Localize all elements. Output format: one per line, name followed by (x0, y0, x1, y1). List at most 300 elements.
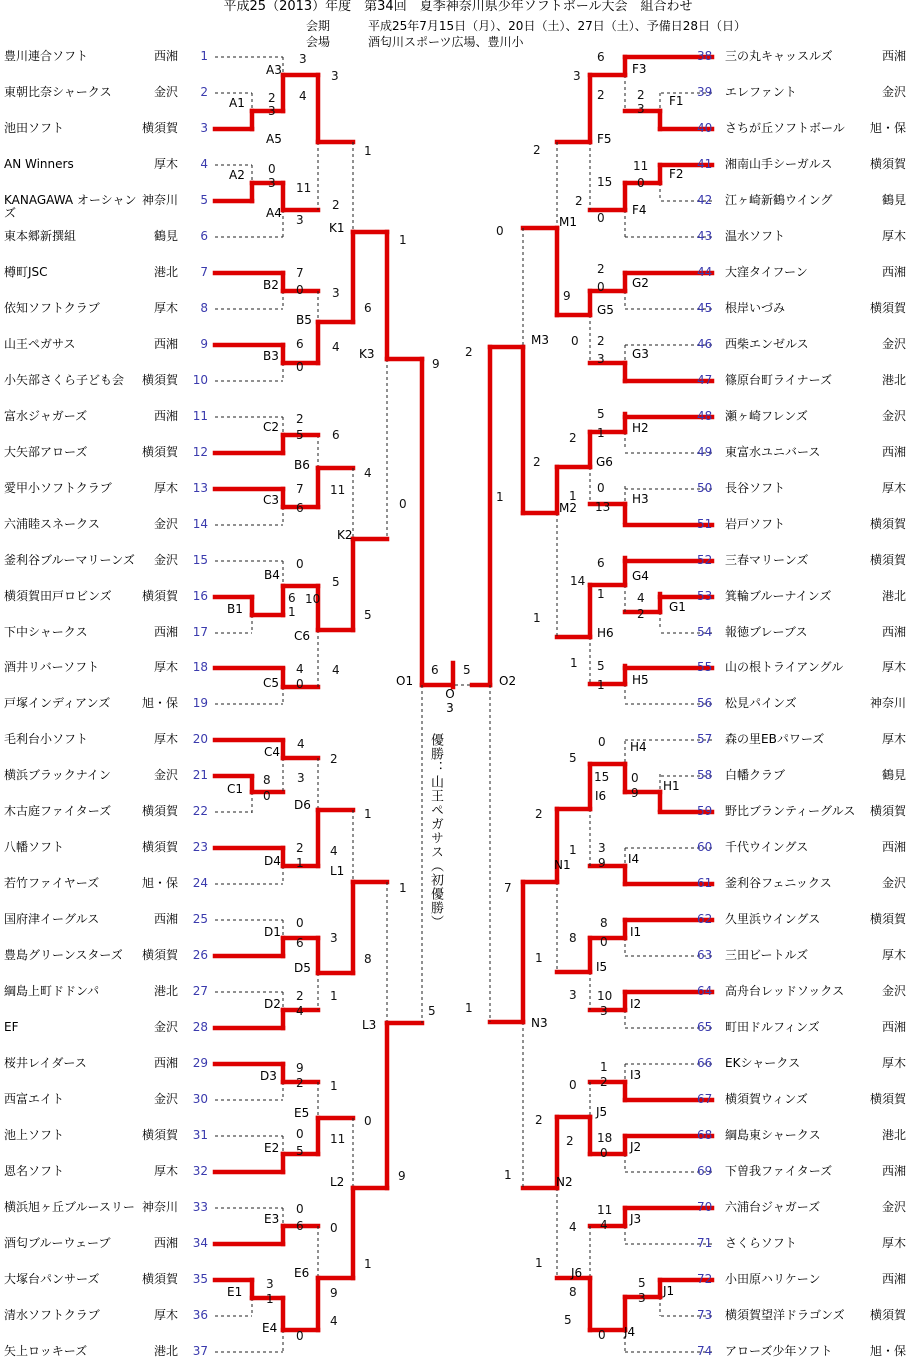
match-score-top: 11 (633, 159, 649, 173)
match-label: C1 (227, 782, 244, 796)
match-score-bottom: 6 (296, 1219, 304, 1233)
team-region: 横須賀 (869, 157, 906, 171)
team-number: 37 (192, 1344, 208, 1358)
team-region: 横須賀 (869, 912, 906, 926)
team-number: 42 (697, 193, 713, 207)
team-name: 桜井レイダース (4, 1056, 87, 1070)
match-score-top: 7 (504, 881, 512, 895)
match-score-top: 4 (637, 591, 645, 605)
match-label: E2 (264, 1141, 280, 1155)
match-score-bottom: 1 (330, 989, 338, 1003)
team-name: 綱島東シャークス (725, 1128, 821, 1142)
match-score-bottom: 9 (330, 1286, 338, 1300)
match-score-bottom: 0 (399, 497, 407, 511)
team-name: 横浜旭ヶ丘ブルースリー (4, 1200, 135, 1214)
team-name: 酒井リバーソフト (4, 660, 100, 674)
match-score-bottom: 4 (332, 663, 340, 677)
match-score-bottom: 1 (535, 1256, 543, 1270)
team-region: 西湘 (881, 1272, 906, 1286)
team-region: 金沢 (153, 553, 178, 567)
match-label: H2 (632, 421, 649, 435)
match-label: D5 (294, 961, 311, 975)
match-label: I4 (628, 852, 640, 866)
match-score-bottom: 2 (575, 194, 583, 208)
team-region: 鶴見 (881, 193, 906, 207)
match-label: F2 (669, 167, 684, 181)
team-region: 港北 (881, 1128, 906, 1142)
team-name: 東本郷新撰組 (4, 229, 77, 243)
match-score-top: 2 (637, 88, 645, 102)
match-score-top: 5 (569, 751, 577, 765)
match-score-top: 3 (598, 841, 606, 855)
match-score-bottom: 4 (330, 844, 338, 858)
match-score-top: 9 (563, 289, 571, 303)
team-region: 西湘 (881, 1020, 906, 1034)
match-label: C4 (264, 745, 281, 759)
venue-value: 酒匂川スポーツ広場、豊川小 (368, 35, 524, 49)
team-number: 14 (192, 517, 208, 531)
match-score-bottom: 1 (364, 1257, 372, 1271)
match-score-bottom: 0 (296, 283, 304, 297)
match-score-bottom: 0 (263, 789, 271, 803)
team-name: 白幡クラブ (725, 768, 786, 782)
team-number: 35 (192, 1272, 208, 1286)
team-name: 森の里EBパワーズ (725, 732, 825, 746)
match-score-top: 0 (296, 916, 304, 930)
team-number: 12 (192, 445, 208, 459)
team-region: 西湘 (153, 625, 178, 639)
match-score-bottom: 6 (296, 501, 304, 515)
team-name: さくらソフト (725, 1236, 797, 1250)
match-label: F1 (669, 94, 684, 108)
match-score-top: 0 (364, 1114, 372, 1128)
match-score-bottom: 15 (594, 770, 610, 784)
team-number: 69 (697, 1164, 713, 1178)
team-region: 横須賀 (141, 445, 178, 459)
team-number: 27 (192, 984, 208, 998)
dates-label: 会期 (306, 19, 331, 33)
team-region: 横須賀 (869, 804, 906, 818)
match-label: C3 (263, 493, 280, 507)
team-number: 54 (697, 625, 713, 639)
match-label: A5 (266, 132, 282, 146)
match-score-bottom: 0 (597, 280, 605, 294)
team-name: 岩戸ソフト (725, 517, 786, 531)
match-score-top: 1 (399, 881, 407, 895)
match-score-bottom: 3 (296, 213, 304, 227)
match-score-top: 1 (364, 807, 372, 821)
match-score-bottom: 1 (597, 678, 605, 692)
match-score-bottom: 3 (569, 988, 577, 1002)
team-name: 小矢部さくら子ども会 (4, 373, 125, 387)
team-region: 金沢 (881, 984, 906, 998)
team-number: 45 (697, 301, 713, 315)
match-score-top: 2 (533, 455, 541, 469)
team-region: 厚木 (881, 1056, 906, 1070)
match-score-top: 0 (296, 1202, 304, 1216)
match-score-bottom: 2 (332, 198, 340, 212)
team-region: 横須賀 (141, 804, 178, 818)
match-score-bottom: 1 (569, 489, 577, 503)
match-label: K3 (359, 347, 375, 361)
match-label: O2 (499, 674, 517, 688)
team-name: 山王ペガサス (4, 337, 76, 351)
match-label: K2 (337, 528, 353, 542)
match-score-bottom: 1 (496, 490, 504, 504)
match-score-bottom: 9 (598, 856, 606, 870)
team-region: 横須賀 (141, 840, 178, 854)
match-score-top: 2 (535, 807, 543, 821)
team-region: 西湘 (881, 445, 906, 459)
team-number: 57 (697, 732, 713, 746)
team-number: 23 (192, 840, 208, 854)
team-region: 金沢 (881, 337, 906, 351)
team-number: 40 (697, 121, 713, 135)
team-name: 矢上ロッキーズ (4, 1344, 88, 1358)
match-score-bottom: 3 (637, 102, 645, 116)
team-number: 43 (697, 229, 713, 243)
match-score-top: 2 (296, 412, 304, 426)
team-name: 江ヶ崎新鶴ウイング (725, 193, 833, 207)
team-region: 港北 (881, 373, 906, 387)
team-name: 久里浜ウイングス (725, 912, 821, 926)
match-score-bottom: 4 (299, 89, 307, 103)
team-name: KANAGAWA オーシャンズ (4, 193, 137, 220)
team-name: さちが丘ソフトボール (725, 121, 845, 135)
team-name: 瀬ヶ崎フレンズ (725, 409, 808, 423)
team-number: 39 (697, 85, 713, 99)
team-name: 報徳ブレーブス (725, 625, 808, 639)
match-score-top: 0 (296, 557, 304, 571)
match-label: A2 (229, 168, 245, 182)
match-label: L3 (362, 1018, 377, 1032)
team-region: 横須賀 (141, 373, 178, 387)
team-number: 61 (697, 876, 713, 890)
team-region: 厚木 (153, 301, 178, 315)
match-label: E1 (227, 1285, 243, 1299)
team-region: 横須賀 (141, 1128, 178, 1142)
match-score-bottom: 2 (597, 88, 605, 102)
team-number: 17 (192, 625, 208, 639)
match-score-bottom: 8 (569, 1285, 577, 1299)
match-score-top: 8 (263, 773, 271, 787)
team-name: 豊島グリーンスターズ (4, 948, 123, 962)
team-number: 48 (697, 409, 713, 423)
match-label: B5 (296, 313, 312, 327)
team-number: 62 (697, 912, 713, 926)
match-score-top: 3 (330, 931, 338, 945)
team-region: 金沢 (153, 85, 178, 99)
match-score-top: 2 (268, 91, 276, 105)
match-score-top: 5 (597, 659, 605, 673)
team-number: 20 (192, 732, 208, 746)
match-score-bottom: 0 (571, 334, 579, 348)
match-score-top: 0 (569, 1078, 577, 1092)
match-label: G3 (632, 347, 649, 361)
team-name: 六浦睦スネークス (4, 517, 100, 531)
team-region: 横須賀 (141, 948, 178, 962)
team-region: 旭・保 (141, 876, 178, 890)
match-score-top: 1 (399, 233, 407, 247)
team-region: 厚木 (153, 1164, 178, 1178)
team-name: 横須賀望洋ドラゴンズ (725, 1308, 845, 1322)
team-name: 千代ウイングス (725, 840, 809, 854)
match-score-top: 8 (600, 916, 608, 930)
team-number: 71 (697, 1236, 713, 1250)
match-label: G2 (632, 276, 649, 290)
match-score-bottom: 4 (332, 340, 340, 354)
team-name: エレファント (725, 85, 797, 99)
match-label: D1 (264, 925, 281, 939)
team-number: 66 (697, 1056, 713, 1070)
team-number: 44 (697, 265, 713, 279)
match-score-top: 9 (432, 357, 440, 371)
team-name: 箕輪ブルーナインズ (725, 589, 832, 603)
match-score-bottom: 13 (595, 500, 611, 514)
match-score-top: 2 (569, 431, 577, 445)
team-region: 金沢 (153, 768, 178, 782)
match-label: J2 (630, 1140, 642, 1154)
match-label: F4 (632, 203, 647, 217)
match-score-bottom: 1 (597, 587, 605, 601)
team-region: 厚木 (153, 157, 178, 171)
match-score-top: 6 (332, 428, 340, 442)
match-score-top: 3 (266, 1277, 274, 1291)
match-score-top: 6 (597, 556, 605, 570)
team-number: 56 (697, 696, 713, 710)
match-score-top: 0 (631, 771, 639, 785)
team-region: 港北 (153, 1344, 178, 1358)
match-label: H4 (630, 740, 647, 754)
match-score-bottom: 5 (428, 1004, 436, 1018)
final-match-label: O3 (443, 687, 457, 715)
match-label: B3 (263, 349, 279, 363)
match-score-top: 5 (564, 1313, 572, 1327)
match-label: E6 (294, 1266, 310, 1280)
team-name: 大窪タイフーン (725, 265, 808, 279)
team-name: 東富水ユニバース (725, 445, 821, 459)
match-label: J3 (630, 1212, 642, 1226)
match-score-top: 1 (600, 1060, 608, 1074)
team-number: 22 (192, 804, 208, 818)
team-name: 恩名ソフト (4, 1164, 65, 1178)
match-score-bottom: 0 (296, 360, 304, 374)
match-label: K1 (329, 221, 345, 235)
team-number: 73 (697, 1308, 713, 1322)
team-name: 大矢部アローズ (4, 445, 88, 459)
team-name: 長谷ソフト (725, 481, 786, 495)
match-score-bottom: 11 (330, 483, 346, 497)
team-name: 清水ソフトクラブ (4, 1308, 100, 1322)
match-label: F3 (632, 62, 647, 76)
team-region: 西湘 (881, 840, 906, 854)
team-region: 横須賀 (869, 553, 906, 567)
final-score-right: 5 (463, 663, 471, 677)
team-region: 厚木 (153, 660, 178, 674)
team-region: 横須賀 (141, 1272, 178, 1286)
match-score-top: 2 (535, 1113, 543, 1127)
team-region: 旭・保 (141, 696, 178, 710)
team-number: 21 (192, 768, 208, 782)
match-score-top: 8 (569, 931, 577, 945)
team-region: 神奈川 (869, 696, 906, 710)
team-number: 70 (697, 1200, 713, 1214)
match-score-bottom: 8 (364, 952, 372, 966)
team-number: 8 (200, 301, 208, 315)
match-score-bottom: 10 (305, 592, 321, 606)
match-score-bottom: 2 (637, 607, 645, 621)
team-region: 横須賀 (141, 121, 178, 135)
team-region: 金沢 (153, 1092, 178, 1106)
match-label: I5 (596, 960, 608, 974)
match-score-top: 14 (570, 574, 586, 588)
match-score-top: 2 (296, 841, 304, 855)
team-name: 町田ドルフィンズ (725, 1020, 820, 1034)
team-region: 港北 (153, 265, 178, 279)
team-number: 55 (697, 660, 713, 674)
team-region: 鶴見 (881, 768, 906, 782)
team-region: 金沢 (153, 517, 178, 531)
team-region: 厚木 (881, 481, 906, 495)
match-score-bottom: 11 (330, 1132, 346, 1146)
team-number: 15 (192, 553, 208, 567)
team-name: 国府津イーグルス (4, 912, 100, 926)
match-score-top: 3 (573, 69, 581, 83)
match-label: G6 (596, 455, 613, 469)
match-label: E5 (294, 1106, 310, 1120)
match-label: I2 (630, 997, 642, 1011)
team-name: 三春マリーンズ (725, 553, 809, 567)
match-score-top: 18 (597, 1131, 613, 1145)
match-score-bottom: 3 (600, 1004, 608, 1018)
team-name: 依知ソフトクラブ (4, 301, 100, 315)
team-number: 32 (192, 1164, 208, 1178)
match-score-bottom: 1 (288, 605, 296, 619)
team-region: 金沢 (153, 1020, 178, 1034)
match-label: C2 (263, 420, 280, 434)
team-region: 西湘 (153, 49, 178, 63)
team-name: 西柴エンゼルス (725, 337, 809, 351)
match-score-top: 4 (330, 1314, 338, 1328)
match-score-bottom: 2 (600, 1075, 608, 1089)
team-number: 24 (192, 876, 208, 890)
match-label: A4 (266, 206, 282, 220)
team-region: 旭・保 (869, 121, 906, 135)
team-name: 下曽我ファイターズ (725, 1164, 833, 1178)
team-number: 67 (697, 1092, 713, 1106)
match-score-bottom: 4 (296, 1004, 304, 1018)
match-score-top: 3 (331, 69, 339, 83)
team-name: 若竹ファイヤーズ (4, 876, 100, 890)
team-number: 6 (200, 229, 208, 243)
dates-value: 平成25年7月15日（月）、20日（土）、27日（土）、予備日28日（日） (368, 19, 746, 33)
team-number: 34 (192, 1236, 208, 1250)
team-name: 下中シャークス (4, 625, 88, 639)
match-label: B2 (263, 278, 279, 292)
team-name: 富水ジャガーズ (4, 409, 88, 423)
team-number: 51 (697, 517, 713, 531)
match-label: I3 (630, 1068, 642, 1082)
team-number: 3 (200, 121, 208, 135)
team-number: 4 (200, 157, 208, 171)
match-label: C5 (263, 676, 280, 690)
match-label: N2 (556, 1175, 573, 1189)
team-number: 58 (697, 768, 713, 782)
team-region: 金沢 (881, 409, 906, 423)
match-score-bottom: 6 (296, 936, 304, 950)
match-score-bottom: 1 (597, 426, 605, 440)
team-name: 野比ブランティーグルス (725, 804, 856, 818)
match-score-bottom: 1 (569, 843, 577, 857)
match-score-top: 4 (569, 1220, 577, 1234)
team-region: 厚木 (881, 229, 906, 243)
team-number: 5 (200, 193, 208, 207)
team-name: EKシャークス (725, 1056, 801, 1070)
team-name: 小田原ハリケーン (725, 1272, 821, 1286)
team-name: 横須賀ウィンズ (725, 1092, 808, 1106)
match-label: D3 (260, 1069, 277, 1083)
team-number: 72 (697, 1272, 713, 1286)
team-number: 59 (697, 804, 713, 818)
match-score-top: 7 (296, 266, 304, 280)
team-region: 西湘 (881, 49, 906, 63)
team-region: 厚木 (881, 732, 906, 746)
team-number: 19 (192, 696, 208, 710)
team-name: 池上ソフト (4, 1128, 65, 1142)
match-label: J5 (596, 1105, 608, 1119)
match-label: A1 (229, 96, 245, 110)
match-label: H1 (663, 779, 680, 793)
team-number: 10 (192, 373, 208, 387)
match-score-top: 2 (465, 345, 473, 359)
match-score-top: 11 (296, 181, 312, 195)
team-number: 68 (697, 1128, 713, 1142)
team-number: 2 (200, 85, 208, 99)
team-number: 41 (697, 157, 713, 171)
match-label: J4 (624, 1325, 636, 1339)
team-number: 28 (192, 1020, 208, 1034)
team-number: 47 (697, 373, 713, 387)
champion-note: 優勝：山王ペガサス（初優勝） (428, 733, 443, 929)
match-label: O1 (396, 674, 414, 688)
venue-label: 会場 (306, 35, 331, 49)
team-number: 53 (697, 589, 713, 603)
team-number: 7 (200, 265, 208, 279)
team-region: 金沢 (881, 85, 906, 99)
team-number: 31 (192, 1128, 208, 1142)
match-score-bottom: 0 (600, 1146, 608, 1160)
match-score-bottom: 0 (296, 677, 304, 691)
match-score-bottom: 5 (296, 428, 304, 442)
final-score-left: 6 (431, 663, 439, 677)
match-score-bottom: 1 (533, 611, 541, 625)
team-number: 25 (192, 912, 208, 926)
match-label: H5 (632, 673, 649, 687)
match-label: M3 (531, 333, 549, 347)
match-label: H6 (597, 626, 614, 640)
team-number: 52 (697, 553, 713, 567)
match-label: D4 (264, 854, 281, 868)
match-score-bottom: 2 (296, 1076, 304, 1090)
match-score-top: 7 (296, 482, 304, 496)
team-name: 三の丸キャッスルズ (725, 49, 833, 63)
team-number: 13 (192, 481, 208, 495)
match-label: N1 (554, 858, 571, 872)
team-number: 1 (200, 49, 208, 63)
team-name: 豊川連合ソフト (4, 49, 89, 63)
match-score-bottom: 3 (268, 176, 276, 190)
team-number: 30 (192, 1092, 208, 1106)
